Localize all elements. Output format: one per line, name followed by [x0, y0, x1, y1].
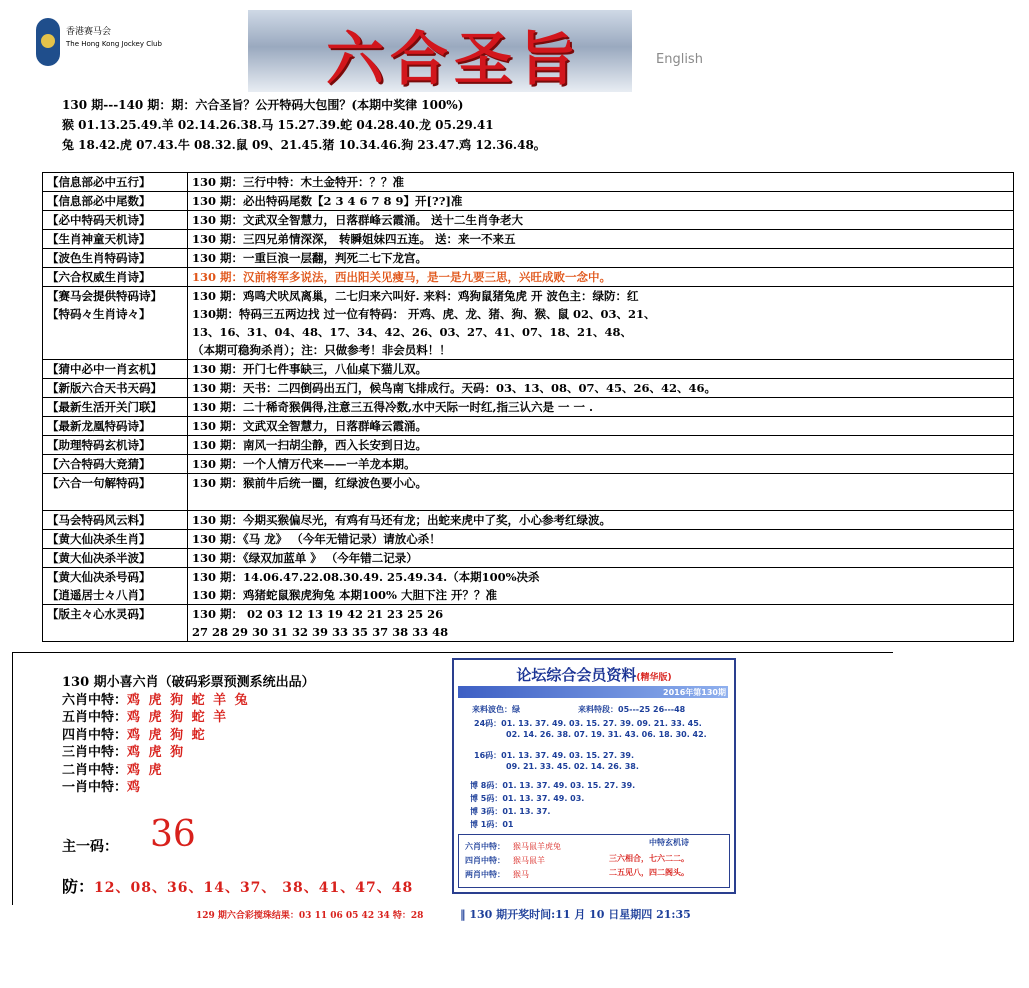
row-value-line: 130 期：二十稀奇猴偶得,注意三五得冷数,水中天际一时红,指三认六是 一 一 . [192, 400, 594, 414]
table-row [43, 436, 1014, 455]
card-bo5: 博 5码：01. 13. 37. 49. 03. [470, 794, 585, 803]
table-row [43, 417, 1014, 436]
card-24-line-b: 02. 14. 26. 38. 07. 19. 31. 43. 06. 18. 30. 42. [506, 730, 707, 739]
card-four-value: 猴马鼠羊 [513, 856, 545, 865]
row-label: 【六合一句解特码】 [47, 476, 151, 490]
header-line-1: 130 期---140 期：期：六合圣旨？公开特码大包围？(本期中奖律 100%) [62, 98, 464, 112]
table-row [43, 360, 1014, 379]
row-label-cell [43, 455, 188, 474]
row-label: 【猜中必中一肖玄机】 [47, 362, 162, 376]
row-value-cell [188, 568, 1014, 605]
row-value-line: 130 期：文武双全智慧力，日落群峰云霞涌。 送十二生肖争老大 [192, 213, 524, 227]
row-value-line: （本期可稳狗杀肖）；注：只做参考！非会员料！！ [192, 343, 451, 357]
defense-numbers [62, 874, 413, 897]
row-value-cell [188, 474, 1014, 511]
row-label-cell [43, 549, 188, 568]
row-label: 【生肖神童天机诗】 [47, 232, 151, 246]
row-value-line: 130 期：三四兄弟情深深， 转瞬姐妹四五连。 送：来一不来五 [192, 232, 516, 246]
row-value-cell [188, 211, 1014, 230]
row-value-cell [188, 379, 1014, 398]
row-value-line [192, 492, 1009, 510]
row-value-line: 130 期：三行中特：木土金特开：？？准 [192, 175, 405, 189]
prediction-table [42, 172, 1014, 642]
row-value-line: 130 期：今期买猴偏尽光，有鸡有马还有龙；出蛇来虎中了奖，小心参考红绿波。 [192, 513, 612, 527]
row-label: 【版主々心水灵码】 [47, 607, 151, 621]
row-label-cell [43, 379, 188, 398]
table-row [43, 192, 1014, 211]
row-value-cell [188, 249, 1014, 268]
row-label: 【新版六合天书天码】 [47, 381, 162, 395]
xiao-row-label: 五肖中特： [62, 710, 128, 725]
row-label: 【马会特码风云料】 [47, 513, 151, 527]
table-row [43, 230, 1014, 249]
row-value-line: 130期：特码三五两边找 过一位有特码： 开鸡、虎、龙、猪、狗、猴、鼠 02、03、21、 [192, 307, 656, 321]
xiao-row-label: 三肖中特： [62, 745, 128, 760]
xiao-row-value: 鸡 虎 狗 蛇 羊 兔 [127, 692, 250, 708]
row-label-cell [43, 436, 188, 455]
row-label: 【黄大仙决杀生肖】 [47, 532, 151, 546]
row-value-line: 130 期：一重巨浪一层翻，判死二七下龙宫。 [192, 251, 428, 265]
row-value-line: 130 期：《马 龙》 （今年无错记录）请放心杀！ [192, 532, 441, 546]
row-label-cell [43, 568, 188, 605]
table-row [43, 455, 1014, 474]
xiao-row-label: 六肖中特： [62, 692, 128, 708]
row-label-cell [43, 192, 188, 211]
member-data-card[interactable] [452, 658, 736, 894]
table-row [43, 249, 1014, 268]
next-draw-time: ‖ 130 期开奖时间:11 月 10 日星期四 21:35 [460, 908, 691, 921]
table-row [43, 211, 1014, 230]
row-label: 【黄大仙决杀半波】 [47, 551, 151, 565]
row-value-line: 130 期：必出特码尾数【2 3 4 6 7 8 9】开[??]准 [192, 194, 463, 208]
card-period: 2016年第130期 [663, 688, 726, 697]
card-xuan-title: 中特玄机诗 [649, 838, 689, 847]
header-line-2: 猴 01.13.25.49.羊 02.14.26.38.马 15.27.39.蛇 04.28.40.龙 05.29.41 [62, 118, 494, 132]
logo-en-text: The Hong Kong Jockey Club [66, 40, 162, 48]
card-title-text: 论坛综合会员资料 [516, 666, 637, 684]
card-two-value: 猴马 [513, 870, 529, 879]
row-value-line: 130 期：《绿双加蓝单 》 （今年错二记录） [192, 551, 418, 565]
row-value-line: 130 期：鸡鸣犬吠凤离巢，二七归来六叫好. 来料：鸡狗鼠猪兔虎 开 波色主：绿防：红 [192, 289, 639, 303]
jockey-club-logo[interactable] [36, 14, 162, 70]
card-bottom-box [458, 834, 730, 888]
card-six-label: 六肖中特： [465, 842, 505, 851]
row-value-cell [188, 549, 1014, 568]
table-row [43, 268, 1014, 287]
jockey-club-badge-icon [36, 18, 60, 66]
row-value-line: 130 期：南风一扫胡尘静，西入长安到日边。 [192, 438, 428, 452]
row-value-line: 130 期： 02 03 12 13 19 42 21 23 25 26 [192, 607, 444, 621]
row-value-cell [188, 605, 1014, 642]
table-row [43, 287, 1014, 360]
row-label-cell [43, 530, 188, 549]
row-label-cell [43, 605, 188, 642]
card-16-line-b: 09. 21. 33. 45. 02. 14. 26. 38. [506, 762, 639, 771]
row-label: 【信息部必中尾数】 [47, 194, 151, 208]
row-value-cell [188, 417, 1014, 436]
row-value-line: 130 期：猴前牛后统一圈，红绿波色要小心。 [192, 476, 428, 490]
row-value-cell [188, 287, 1014, 360]
row-value-line: 130 期：14.06.47.22.08.30.49. 25.49.34.（本期100%决杀 [192, 570, 540, 584]
card-bo8: 博 8码：01. 13. 37. 49. 03. 15. 27. 39. [470, 781, 636, 790]
main-number-label: 主一码： [62, 839, 118, 855]
row-label: 【最新龙凰特码诗】 [47, 419, 151, 433]
defense-values: 12、08、36、14、37、 38、41、47、48 [94, 880, 414, 896]
row-label-cell [43, 211, 188, 230]
row-label: 【助理特码玄机诗】 [47, 438, 151, 452]
row-label-cell [43, 360, 188, 379]
card-16-line-a: 16码：01. 13. 37. 49. 03. 15. 27. 39. [474, 751, 635, 760]
main-number-value: 36 [150, 814, 196, 855]
row-value-line: 130 期：鸡猪蛇鼠猴虎狗兔 本期100% 大胆下注 开？？准 [192, 588, 497, 602]
header-line-3: 兔 18.42.虎 07.43.牛 08.32.鼠 09、21.45.猪 10.34.46.狗 23.47.鸡 12.36.48。 [62, 138, 546, 152]
row-value-line: 27 28 29 30 31 32 39 33 35 37 38 33 48 [192, 625, 449, 639]
xiao-row [62, 744, 315, 762]
logo-cn-text: 香港赛马会 [66, 27, 112, 37]
table-row [43, 474, 1014, 511]
xiao-row-label: 四肖中特： [62, 727, 128, 743]
row-value-line: 130 期：开门七件事缺三，八仙桌下猫儿双。 [192, 362, 428, 376]
card-bo3: 博 3码：01. 13. 37. [470, 807, 551, 816]
card-bo1: 博 1码：01 [470, 820, 514, 829]
table-row [43, 398, 1014, 417]
row-label-cell [43, 398, 188, 417]
xiao-row [62, 779, 315, 797]
card-special: 来料特段：05---25 26---48 [578, 705, 686, 714]
row-value-cell [188, 436, 1014, 455]
row-label: 【信息部必中五行】 [47, 175, 151, 189]
row-value-cell [188, 455, 1014, 474]
row-label: 【六合权威生肖诗】 [47, 270, 151, 284]
card-xuan-line-2: 二五见八，四二阁头。 [609, 868, 689, 877]
row-value-cell [188, 398, 1014, 417]
xiao-row-value: 鸡 虎 狗 [127, 745, 186, 760]
row-label-cell [43, 268, 188, 287]
xiao-row-label: 二肖中特： [62, 762, 128, 778]
row-value-cell [188, 230, 1014, 249]
row-value-cell [188, 192, 1014, 211]
table-row [43, 173, 1014, 192]
row-label-cell [43, 173, 188, 192]
xiao-row-value: 鸡 虎 [127, 762, 164, 778]
card-title [454, 664, 734, 685]
row-label-cell [43, 511, 188, 530]
row-value-cell [188, 360, 1014, 379]
row-label-secondary: 【特码々生肖诗々】 [47, 307, 151, 321]
row-label-cell [43, 417, 188, 436]
xiao-row-value: 鸡 [127, 780, 143, 795]
card-edition: (精华版) [636, 673, 672, 683]
table-row [43, 568, 1014, 605]
xiao-row [62, 762, 315, 780]
card-xuan-line-1: 三六相合，七六二二。 [609, 854, 689, 863]
row-label: 【六合特码大竞猜】 [47, 457, 151, 471]
english-link[interactable]: English [656, 52, 703, 67]
xiao-row-value: 鸡 虎 狗 蛇 [127, 727, 207, 743]
table-row [43, 530, 1014, 549]
xiao-title: 130 期小喜六肖（破码彩票预测系统出品） [62, 675, 315, 690]
row-label-cell [43, 230, 188, 249]
xiao-row [62, 727, 315, 745]
row-value-cell [188, 268, 1014, 287]
table-row [43, 511, 1014, 530]
row-value-cell [188, 173, 1014, 192]
card-24-line-a: 24码：01. 13. 37. 49. 03. 15. 27. 39. 09. 21. 33. 45. [474, 719, 702, 728]
table-row [43, 605, 1014, 642]
row-value-line: 130 期：天书：二四倒码出五门，候鸟南飞排成行。天码：03、13、08、07、45、26、42、46。 [192, 381, 717, 395]
row-value-cell [188, 511, 1014, 530]
xiao-row-value: 鸡 虎 狗 蛇 羊 [127, 710, 229, 725]
row-label: 【必中特码天机诗】 [47, 213, 151, 227]
row-label: 【黄大仙决杀号码】 [47, 570, 151, 584]
xiao-six-panel [62, 674, 315, 797]
row-label-cell [43, 474, 188, 511]
defense-label: 防： [62, 877, 95, 896]
card-source: 来料波色：绿 [472, 705, 520, 714]
banner-title: 六合圣旨 [326, 25, 583, 92]
row-label-secondary: 【逍遥居士々八肖】 [47, 588, 151, 602]
xiao-row [62, 692, 315, 710]
xiao-row [62, 709, 315, 727]
row-label: 【赛马会提供特码诗】 [47, 289, 162, 303]
last-draw-result: 129 期六合彩搅珠结果：03 11 06 05 42 34 特：28 [196, 911, 424, 921]
card-four-label: 四肖中特： [465, 856, 505, 865]
header-banner [248, 10, 632, 92]
row-value-line: 13、16、31、04、48、17、34、42、26、03、27、41、07、18、21、48、 [192, 325, 633, 339]
card-two-label: 两肖中特： [465, 870, 505, 879]
row-value-line: 130 期：一个人情万代来——一羊龙本期。 [192, 457, 416, 471]
row-value-cell [188, 530, 1014, 549]
row-value-line: 130 期：文武双全智慧力，日落群峰云霞涌。 [192, 419, 428, 433]
table-row [43, 379, 1014, 398]
row-label-cell [43, 249, 188, 268]
xiao-row-label: 一肖中特： [62, 780, 128, 795]
table-row [43, 549, 1014, 568]
row-label: 【波色生肖特码诗】 [47, 251, 151, 265]
row-value-line: 130 期：汉前将军多说法，西出阳关见瘦马，是一是九要三思，兴旺成败一念中。 [192, 270, 612, 284]
row-label-cell [43, 287, 188, 360]
card-six-value: 猴马鼠羊虎兔 [513, 842, 561, 851]
row-label: 【最新生活开关门联】 [47, 400, 162, 414]
